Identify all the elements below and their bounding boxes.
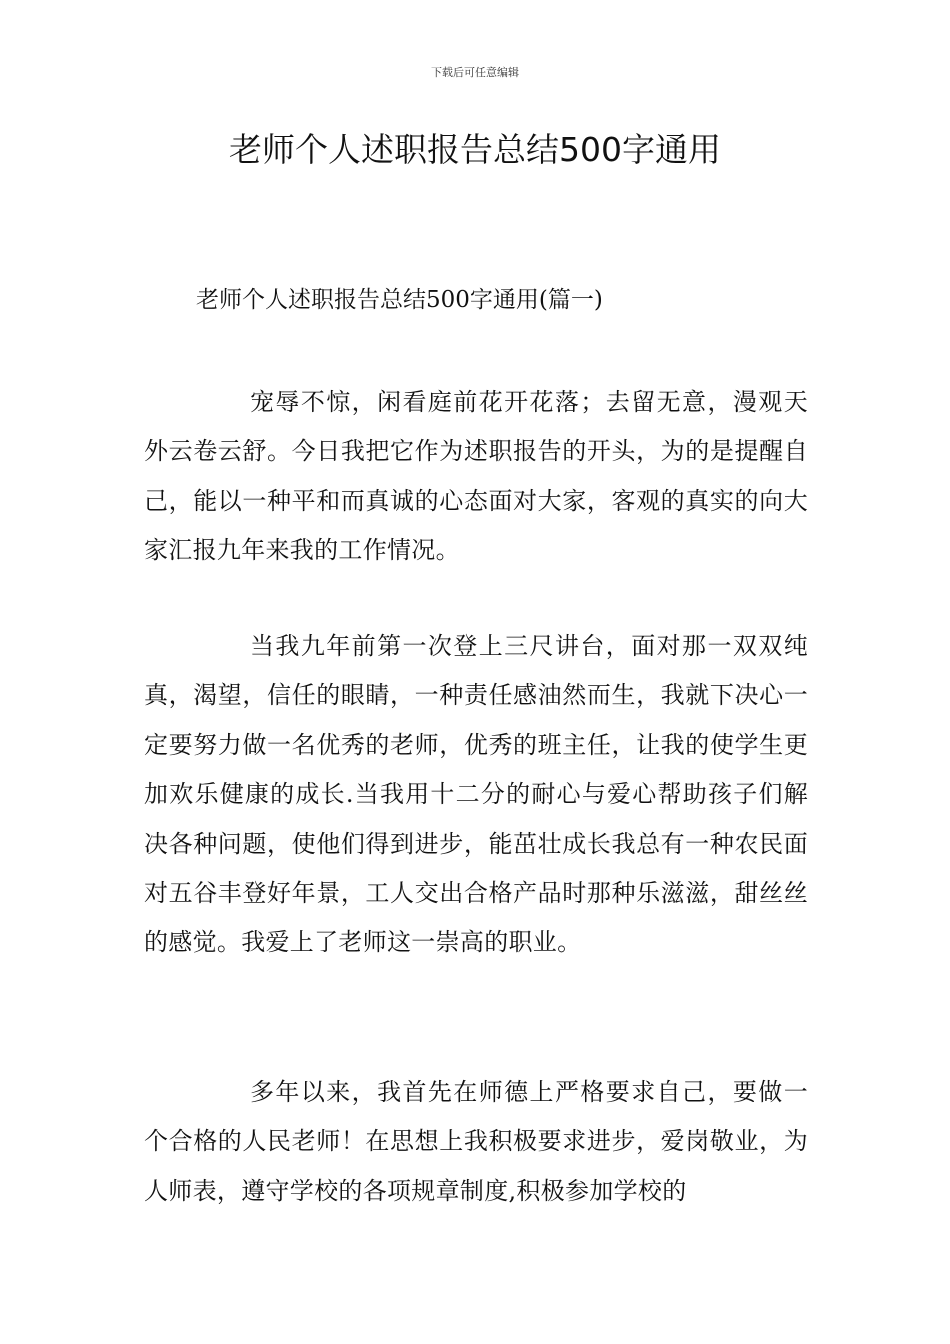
section-heading: 老师个人述职报告总结500字通用(篇一): [196, 287, 603, 313]
document-title: 老师个人述职报告总结500字通用: [229, 130, 721, 169]
body-paragraph: 多年以来，我首先在师德上严格要求自己，要做一个合格的人民老师！在思想上我积极要求进步，爱岗敬业，为人师表，遵守学校的各项规章制度,积极参加学校的: [144, 1078, 808, 1205]
header-note: 下载后可任意编辑: [431, 66, 519, 79]
body-paragraph: 当我九年前第一次登上三尺讲台，面对那一双双纯真，渴望，信任的眼睛，一种责任感油然而生，我就下决心一定要努力做一名优秀的老师，优秀的班主任，让我的使学生更加欢乐健康的成长.当我用十二分的耐心与爱心帮助孩子们解决各种问题，使他们得到进步，能茁壮成长我总有一种农民面对五谷丰登好年景，工人交出合格产品时那种乐滋滋，甜丝丝的感觉。我爱上了老师这一崇高的职业。: [144, 632, 808, 957]
body-paragraph: 宠辱不惊，闲看庭前花开花落；去留无意，漫观天外云卷云舒。今日我把它作为述职报告的开头，为的是提醒自己，能以一种平和而真诚的心态面对大家，客观的真实的向大家汇报九年来我的工作情况。: [144, 388, 808, 565]
